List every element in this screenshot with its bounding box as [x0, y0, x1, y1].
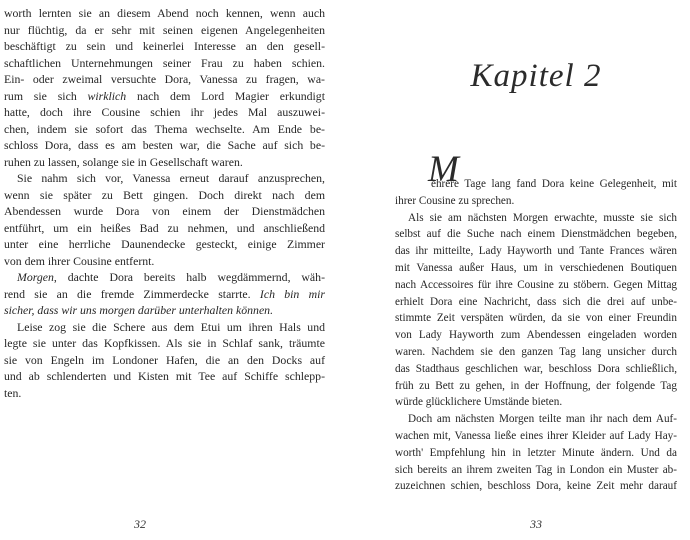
text-line: wenn sie später zu Bett gingen. Doch direkt nach dem [4, 187, 325, 202]
text-line: sicher, dass wir uns morgen darüber unterhalten können. [4, 303, 274, 317]
text-line: von Lady Hayworth zum Abendessen eingeladen worden [395, 329, 677, 342]
text-line: Abendessen wurde Dora von einem der Dienstmädchen [4, 204, 325, 218]
text-line: nur flüchtig, da er sehr mit seinen eigenen Angelegenheiten [4, 22, 325, 37]
text-line: wachen mit, Vanessa ließe eines ihrer Kleider auf Lady Hay- [395, 429, 677, 442]
text-line: entführt, um ein heißes Bad zu nehmen, und anschließend [4, 220, 325, 235]
text-line: unter eine herrliche Daunendecke gesteckt, einige Zimmer [4, 237, 325, 251]
text-line: ten. [4, 385, 22, 400]
text-line: Leise zog sie die Schere aus dem Etui um ihren Hals und [17, 319, 325, 334]
text-line: hatte, doch ihre Cousine schien ihr jedes Mal auszuwei- [4, 105, 325, 119]
text-line: Doch am nächsten Morgen teilte man ihr nach dem Auf- [408, 413, 677, 426]
text-line: sie von Engeln im Londoner Hafen, die an den Docks auf [4, 352, 325, 367]
text-line: zuzeichnen schien, beschloss Dora, keine Zeit mehr darauf [395, 480, 677, 493]
text-line: das ihr mitteilte, Lady Hayworth und Tante Frances wären [395, 245, 677, 258]
text-line: legte sie unter das Kopfkissen. Als sie in Schlaf sank, träumte [4, 336, 325, 350]
text-line: von dem ihrer Cousine entfernt. [4, 253, 155, 268]
text-line: Ein- oder zweimal versuchte Dora, Vanessa zu fragen, wa- [4, 72, 325, 86]
text-line: nach Accessoires für ihre Cousine zu stöbern. Gegen Mittag [395, 278, 677, 291]
text-line: M ehrere Tage lang fand Dora keine Gelegenheit, mit [395, 176, 677, 193]
right-page-number: 33 [530, 517, 542, 531]
text-line: früh zu Bett zu gehen, in der Hoffnung, der folgende Tag [395, 379, 677, 392]
text-line: ruhen zu lassen, solange sie in Gesellschaft waren. [4, 154, 243, 169]
text-line: chen, indem sie sofort das Thema wechselte. Am Ende be- [4, 121, 325, 136]
text-line: sich bereits an ihrem zweiten Tag in London ein Muster ab- [395, 463, 677, 476]
right-page-text [395, 149, 677, 495]
left-page-text [4, 5, 325, 401]
text-line: mit Vanessa außer Haus, um in verschiedenen Boutiquen [395, 261, 677, 274]
text-line: waren. Nachdem sie den ganzen Tag lang unsicher durch [395, 345, 677, 358]
text-line: schaftlichen Unternehmungen seiner Frau zu haben schien. [4, 55, 325, 70]
text-line: worth lernten sie an diesem Abend noch kennen, wenn auch [4, 6, 325, 20]
text-line: das Stadthaus geschlichen war, beschloss Dora schließlich, [395, 362, 677, 375]
text-line: Morgen, dachte Dora bereits halb wegdämmernd, wäh- [17, 270, 325, 284]
text-line: schloss Dora, dass es am besten war, die Sache auf sich be- [4, 138, 325, 152]
text-line: beschäftigt zu sein und keinerlei Interesse an den gesell- [4, 39, 325, 53]
drop-cap-initial: M [428, 149, 458, 190]
text-line: würde glücklichere Umstände bieten. [395, 396, 563, 409]
chapter-heading: Kapitel 2 [470, 58, 602, 94]
text-line: und ab schlenderten und Kisten mit Tee auf Schiffe schlepp- [4, 369, 325, 383]
text-line: selbst auf die Suche nach einem Dienstmädchen begeben, [395, 228, 677, 241]
left-page-number: 32 [134, 517, 146, 531]
text-line: rum sie sich wirklich nach dem Lord Magier erkundigt [4, 88, 325, 103]
text-line: erhielt Dora eine Nachricht, dass sich die drei auf unbe- [395, 295, 677, 308]
text-line: stimmte Zeit verspäten würden, da sie von einer Freundin [395, 312, 677, 325]
right-page [395, 0, 677, 540]
text-line: Als sie am nächsten Morgen erwachte, musste sie sich [408, 211, 677, 224]
text-line: Sie nahm sich vor, Vanessa erneut darauf anzusprechen, [17, 171, 325, 185]
text-line: worth' Empfehlung hin in letzter Minute ändern. Und da [395, 446, 677, 459]
left-page [4, 5, 325, 535]
text-line: rend sie an die fremde Zimmerdecke starrte. Ich bin mir [4, 286, 325, 301]
text-line: ihrer Cousine zu sprechen. [395, 194, 515, 207]
